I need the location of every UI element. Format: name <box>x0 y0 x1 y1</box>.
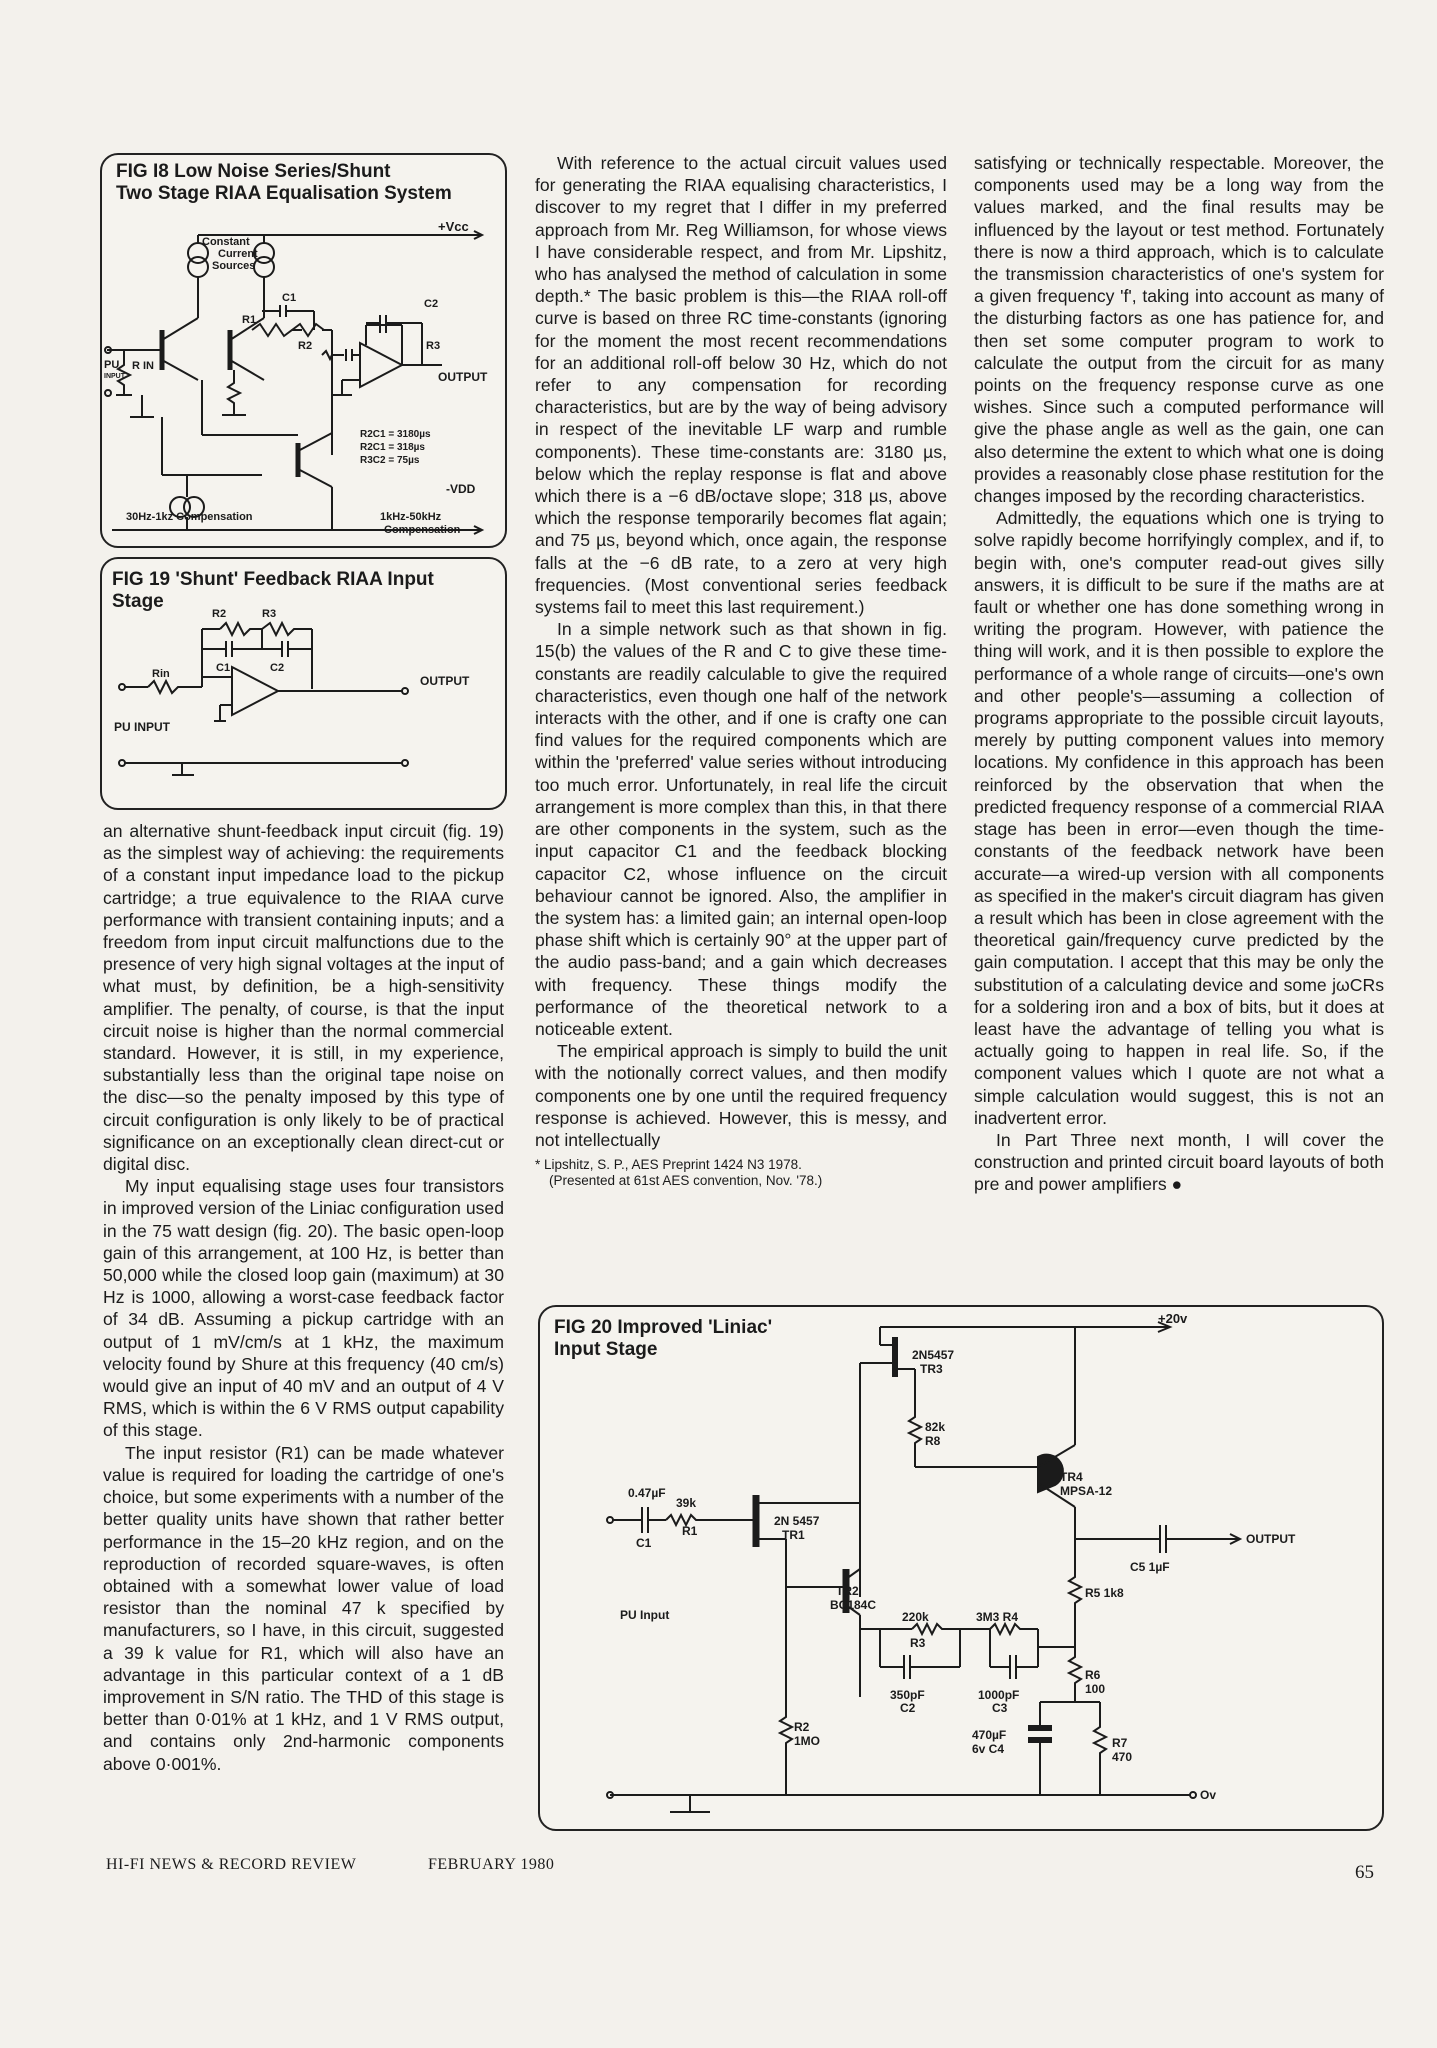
col1-para-2: My input equalising stage uses four transistors in improved version of the Liniac configuration used in the 75 watt design (fig. 20). The basic open-loop gain of this arrangement, at 100 Hz, is better than 50,000 while the closed loop gain (maximum) at 30 Hz is 1000, allowing a worst-case feedback factor of 34 dB. Assuming a pickup cartridge with an output of 1 mV/cm/s at 1 kHz, the maximum velocity found by Shure at this frequency (40 cm/s) would give an input of 40 mV and an output of 4 V RMS, which is within the 6 V RMS output capability of this stage. <box>103 1176 504 1441</box>
fig18-label-c1: C1 <box>282 292 297 304</box>
fig18-label-r2: R2 <box>298 340 313 352</box>
fig20-title-line1: FIG 20 Improved 'Liniac' <box>554 1317 773 1338</box>
fig20-label-c3-val: 1000pF <box>978 1688 1020 1702</box>
fig18-label-comp-low: 30Hz-1kz Compensation <box>126 511 253 523</box>
fig20-label-r2: R2 <box>794 1720 810 1734</box>
fig20-title-line2: Input Stage <box>554 1339 658 1360</box>
fig20-box <box>538 1305 1384 1831</box>
fig20-label-output: OUTPUT <box>1246 1532 1296 1546</box>
fig18-label-cc3: Sources <box>212 260 256 272</box>
fig19-title-line2: Stage <box>112 591 164 612</box>
fig18-label-r3: R3 <box>426 340 441 352</box>
fig19-schematic <box>102 559 505 808</box>
col2-para-1: With reference to the actual circuit values used for generating the RIAA equalising characteristics, I discover to my regret that I differ in my preferred approach from Mr. Reg Williamson, for whose views I have considerable respect, and from Mr. Lipshitz, who has analysed the method of calculation in some depth.* The basic problem is this—the RIAA roll-off curve is based on three RC time-constants (ignoring for the moment the most recent recommendations for an additional roll-off below 30 Hz, which do not refer to any compensation for recording characteristics, but are by the way of being advisory in respect of the inevitable LF warp and rumble components). These time-constants are: 3180 µs, below which the replay response is flat and above which there is a −6 dB/octave slope; 318 µs, above which the response temporarily becomes flat again; and 75 µs, beyond which, once again, the response falls at the −6 dB rate, to a zero at very high frequencies. (Most conventional series feedback systems fail to meet this last requirement.) <box>535 153 947 618</box>
col3-para-3: In Part Three next month, I will cover the construction and printed circuit board layouts of both pre and power amplifiers ● <box>974 1129 1384 1195</box>
fig20-label-r7-val: 470 <box>1112 1750 1133 1764</box>
fig20-label-c5: C5 1µF <box>1130 1560 1170 1574</box>
fig18-label-r1: R1 <box>242 314 257 326</box>
fig20-label-r7: R7 <box>1112 1736 1128 1750</box>
col1-para-3: The input resistor (R1) can be made whatever value is required for loading the cartridge of one's choice, but some experiments with a number of the better quality units have shown that rather better performance in the 15–20 kHz region, and on the reproduction of recorded square-waves, is often obtained with a somewhat lower value of load resistor than the nominal 47 k specified by manufacturers, so I have, in this circuit, suggested a 39 k value for R1, which will also have an advantage in this particular context of a 1 dB improvement in S/N ratio. The THD of this stage is better than 0·01% at 1 kHz, and 1 V RMS output, and contains only 2nd-harmonic components above 0·001%. <box>103 1442 504 1774</box>
fig20-label-c4-val: 470µF <box>972 1728 1007 1742</box>
fig19-label-c2: C2 <box>270 662 285 674</box>
fig19-label-pu-input: PU INPUT <box>114 720 171 734</box>
fig20-label-c1: C1 <box>636 1536 652 1550</box>
fig20-label-c4: 6v C4 <box>972 1742 1005 1756</box>
fig18-label-comp-high2: Compensation <box>384 524 461 536</box>
col3-para-1: satisfying or technically respectable. Moreover, the components used may be a long way from the values marked, and the final results may be influenced by the layout or test method. Fortunately there is now a third approach, which is to calculate the transmission characteristics of one's system for a given frequency 'f', taking into account as many of the disturbing factors as one has patience for, and then set some computer program to work to calculate the output from the circuit for as many points on the frequency response curve as one wishes. Since such a computed performance will give the phase angle as well as the gain, one can also determine the extent to which what one is doing provides a reasonably close phase restitution for the changes imposed by the recording characteristics. <box>974 153 1384 507</box>
fig20-label-pu-input: PU Input <box>620 1608 670 1622</box>
fig19-box <box>100 557 507 810</box>
fig20-label-tr1-type: 2N 5457 <box>774 1514 820 1528</box>
fig19-label-c1: C1 <box>216 662 231 674</box>
fig20-label-r1: R1 <box>682 1524 698 1538</box>
fig20-label-tr4: TR4 <box>1060 1470 1083 1484</box>
fig20-label-r3: R3 <box>910 1636 926 1650</box>
fig20-label-r8-val: 82k <box>925 1420 946 1434</box>
column-1 <box>103 820 504 1775</box>
fig20-label-tr3-type: 2N5457 <box>912 1348 955 1362</box>
fig18-label-input: INPUT <box>104 373 125 380</box>
page-number: 65 <box>1355 1862 1374 1883</box>
fig18-title-line1: FIG I8 Low Noise Series/Shunt <box>116 161 391 182</box>
fig18-box <box>100 153 507 548</box>
col3-para-2: Admittedly, the equations which one is trying to solve rapidly become horrifyingly complex, and if, to begin with, one's computer read-out gives silly answers, it is difficult to be sure if the maths are at fault or whether one has done something wrong in writing the program. However, with patience the thing will work, and it is then possible to explore the performance of a whole range of circuits—one's own and other people's—assuming a collection of programs appropriate to the possible circuit layouts, merely by putting component values into memory locations. My confidence in this approach has been reinforced by the observation that when the predicted frequency response of a commercial RIAA stage has been in error—even though the time-constants of the feedback network have been accurate—a wired-up version with all components as specified in the maker's circuit diagram has given a result which has been in close agreement with the theoretical gain/frequency curve predicted by the gain computation. I accept that this may be only the substitution of a calculating device and some jωCRs for a soldering iron and a box of bits, but it does at least have the advantage of telling you what is actually going to happen in real life. So, if the component values which I quote are not what a simple calculation would suggest, this is not an inadvertent error. <box>974 508 1384 1128</box>
fig18-label-output: OUTPUT <box>438 370 488 384</box>
fig18-title-line2: Two Stage RIAA Equalisation System <box>116 183 452 204</box>
fig20-label-c2-val: 350pF <box>890 1688 925 1702</box>
footnote-line-2: (Presented at 61st AES convention, Nov. '78.) <box>549 1173 823 1189</box>
fig18-label-cc2: Current <box>218 248 258 260</box>
fig19-label-r3: R3 <box>262 608 277 620</box>
fig20-label-r6: R6 <box>1085 1668 1101 1682</box>
fig20-label-r5: R5 1k8 <box>1085 1586 1124 1600</box>
fig20-label-supply: +20v <box>1158 1311 1188 1326</box>
fig20-label-r6-val: 100 <box>1085 1682 1106 1696</box>
fig19-title-line1: FIG 19 'Shunt' Feedback RIAA Input <box>112 569 434 590</box>
fig18-label-tc2: R2C1 = 318µs <box>360 442 425 453</box>
fig20-label-ground: Ov <box>1200 1788 1217 1802</box>
fig20-label-r1-val: 39k <box>676 1496 697 1510</box>
fig20-label-r4: 3M3 R4 <box>976 1610 1019 1624</box>
footer-publication: HI-FI NEWS & RECORD REVIEW <box>106 1856 357 1873</box>
footer-date: FEBRUARY 1980 <box>428 1856 555 1873</box>
fig20-label-c2: C2 <box>900 1701 916 1715</box>
fig18-label-c2: C2 <box>424 298 439 310</box>
col2-para-2: In a simple network such as that shown in fig. 15(b) the values of the R and C to give these time-constants are readily calculable to give the required characteristics, even though one half of the network interacts with the other, and if one is crafty one can find values for the required components which are within the 'preferred' value series without introducing too much error. Unfortunately, in real life the circuit arrangement is more complex than this, in that there are other components in the system, such as the input capacitor C1 and the feedback blocking capacitor C2, whose influence on the circuit behaviour cannot be ignored. Also, the amplifier in the system has: a limited gain; an internal open-loop phase shift which is certainly 90° at the upper part of the audio pass-band; and a gain which decreases with frequency. These things modify the performance of the theoretical network to a noticeable extent. <box>535 619 947 1039</box>
fig18-label-vcc: +Vcc <box>438 219 469 234</box>
fig19-label-output: OUTPUT <box>420 674 470 688</box>
fig18-label-comp-high1: 1kHz-50kHz <box>380 511 442 523</box>
fig20-label-tr2: TR2 <box>836 1584 859 1598</box>
column-3 <box>974 152 1384 1196</box>
fig20-schematic <box>540 1307 1382 1829</box>
fig20-label-c3: C3 <box>992 1701 1008 1715</box>
fig20-label-tr3: TR3 <box>920 1362 943 1376</box>
footnote-line-1: * Lipshitz, S. P., AES Preprint 1424 N3 1978. <box>535 1157 802 1173</box>
fig20-label-r3-val: 220k <box>902 1610 929 1624</box>
fig19-label-rin: Rin <box>152 668 170 680</box>
col1-para-1: an alternative shunt-feedback input circuit (fig. 19) as the simplest way of achieving: the requirements of a constant input impedance load to the pickup cartridge; a true equivalence to the RIAA curve performance with transient containing inputs; and a freedom from input circuit malfunctions due to the presence of very high signal voltages at the input of what must, by definition, be a high-sensitivity amplifier. The penalty, of course, is that the input circuit noise is higher than the normal commercial standard. However, it is still, in my experience, substantially less than the original tape noise on the disc—so the penalty imposed by this type of circuit configuration is only likely to be of practical significance on an exceptionally clean direct-cut or digital disc. <box>103 821 504 1175</box>
fig18-label-cc1: Constant <box>202 236 250 248</box>
fig18-label-pu: PU <box>104 359 120 371</box>
fig20-label-c1-val: 0.47µF <box>628 1486 666 1500</box>
fig20-label-tr1: TR1 <box>782 1528 805 1542</box>
fig18-label-vdd: -VDD <box>446 482 476 496</box>
fig20-label-tr2-type: BC184C <box>830 1598 877 1612</box>
col2-para-3: The empirical approach is simply to build the unit with the notionally correct values, and then modify components one by one until the required frequency response is achieved. However, this is messy, and not intellectually <box>535 1041 947 1150</box>
fig18-schematic <box>102 155 505 546</box>
fig20-label-tr4-type: MPSA-12 <box>1060 1484 1113 1498</box>
fig18-label-rin: R IN <box>132 360 154 372</box>
fig20-label-r2-val: 1MO <box>794 1734 821 1748</box>
fig18-label-tc3: R3C2 = 75µs <box>360 455 420 466</box>
fig20-label-r8: R8 <box>925 1434 941 1448</box>
column-2 <box>535 152 947 1189</box>
fig18-label-tc1: R2C1 = 3180µs <box>360 429 431 440</box>
fig19-label-r2: R2 <box>212 608 227 620</box>
